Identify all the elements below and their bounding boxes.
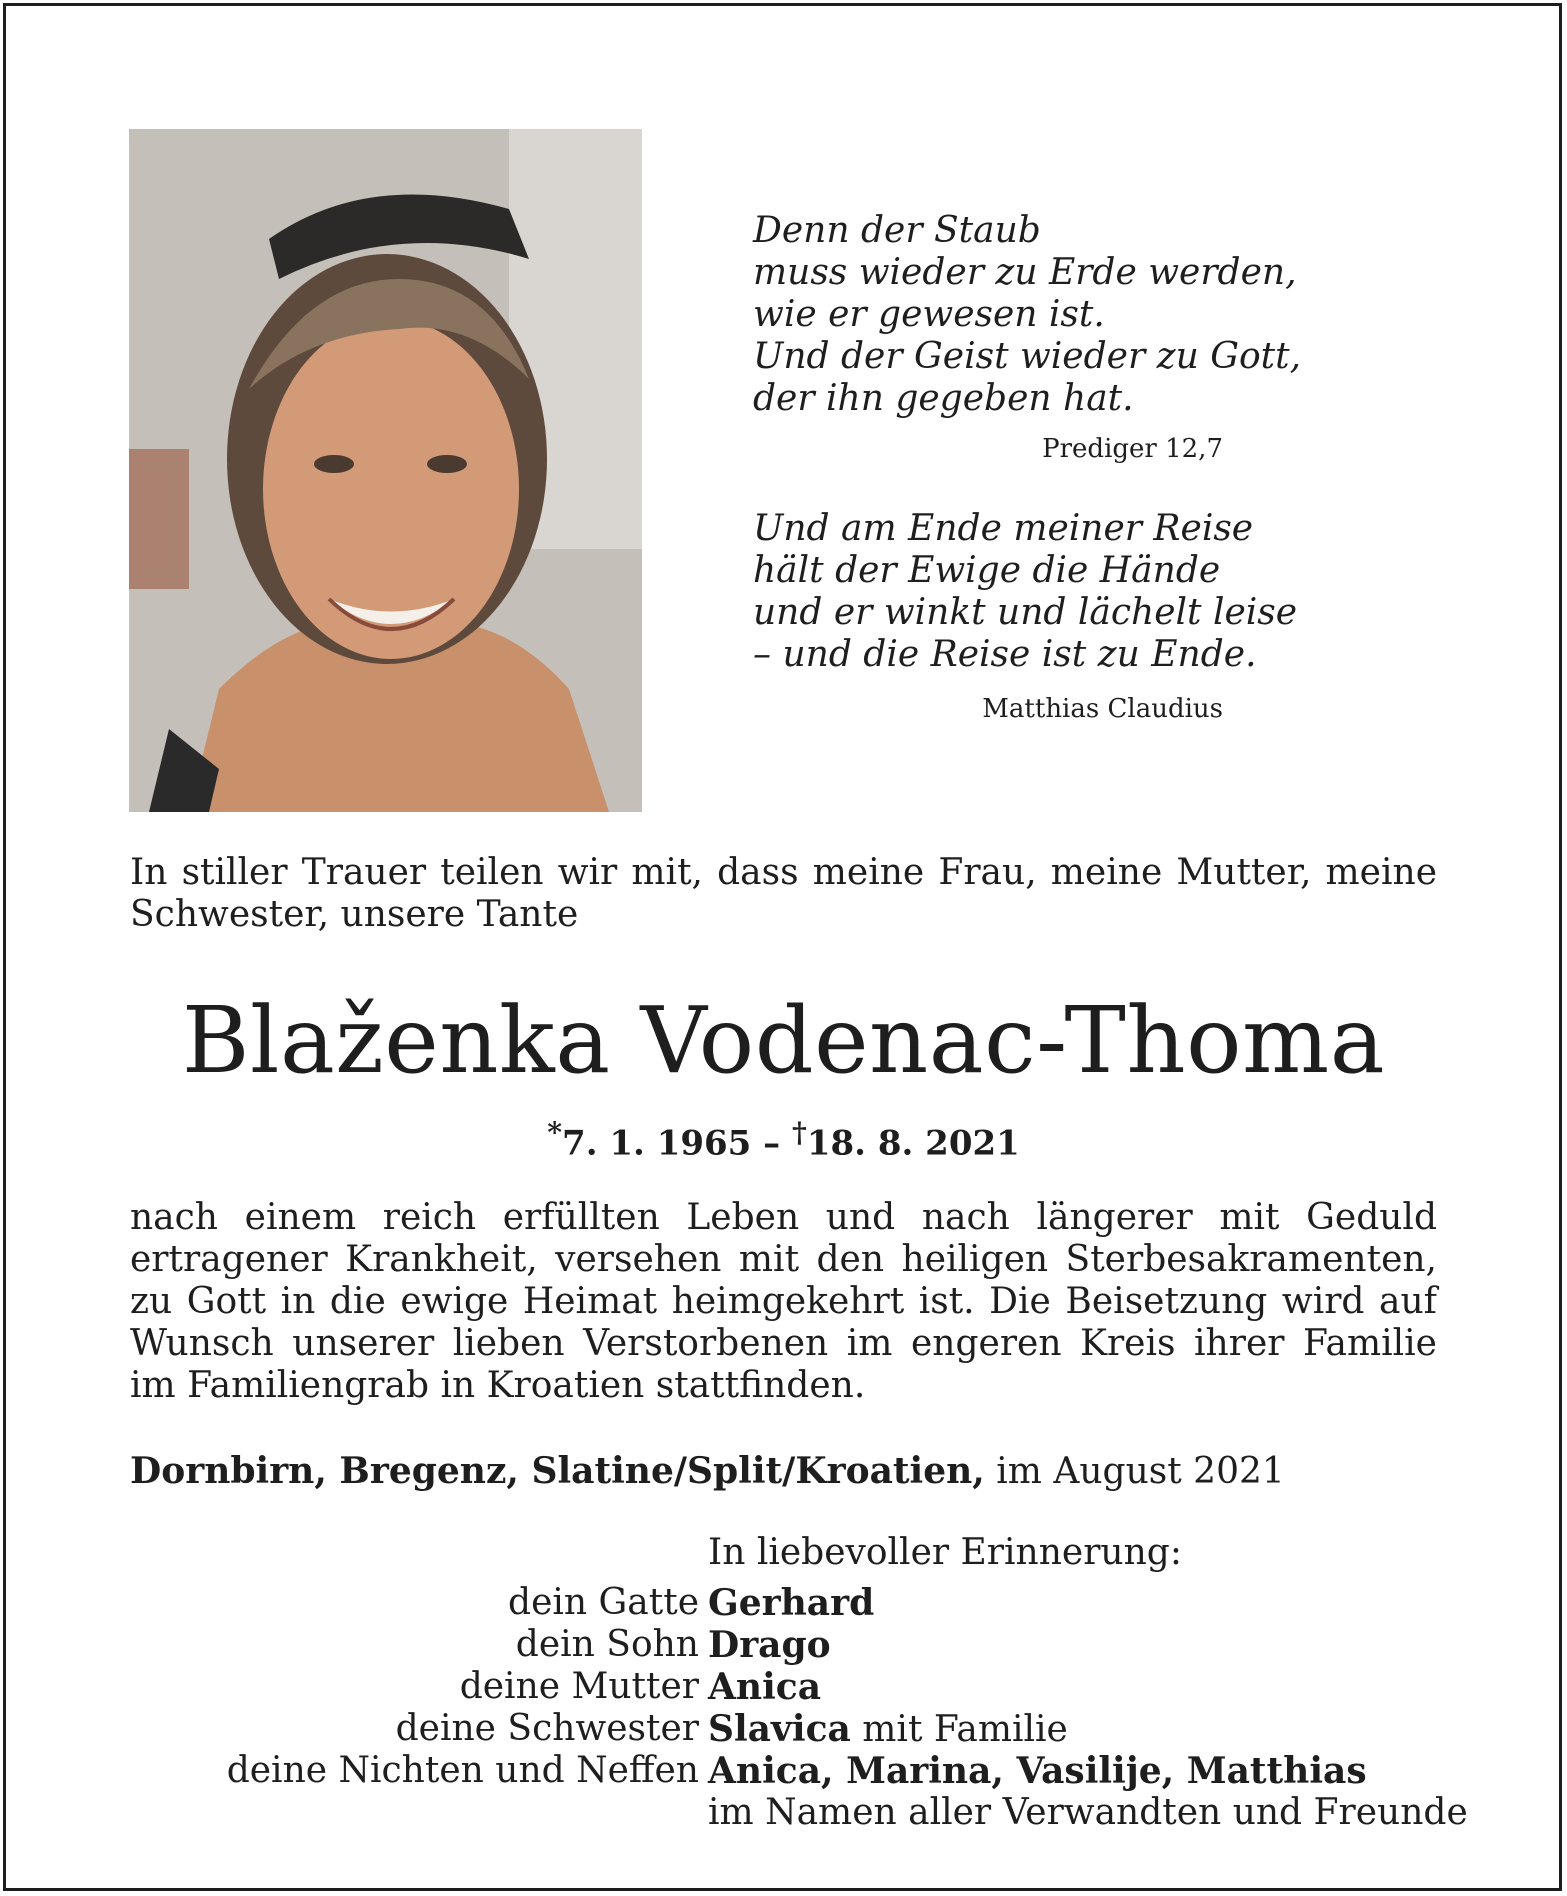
- mourner-names: Anica, Marina, Vasilije, Matthias: [708, 1750, 1367, 1792]
- quote-line: wie er gewesen ist.: [753, 294, 1105, 335]
- mourner-relation: deine Schwester: [395, 1708, 699, 1749]
- announcement-date: im August 2021: [996, 1451, 1285, 1492]
- death-date: 18. 8. 2021: [806, 1123, 1020, 1164]
- portrait-illustration: [129, 129, 642, 812]
- mourners-heading: In liebevoller Erinnerung:: [708, 1532, 1182, 1573]
- mourner-names: Anica: [708, 1666, 822, 1708]
- mourner-names: Drago: [708, 1624, 831, 1666]
- mourner-closing-row: [0, 1792, 1567, 1834]
- intro-text: In stiller Trauer teilen wir mit, dass meine Frau, meine Mutter, meine Schwester, unsere Tante: [130, 852, 1437, 935]
- poem-quote-source: Matthias Claudius: [982, 694, 1223, 724]
- mourners-list: [0, 1582, 1567, 1834]
- quote-line: muss wieder zu Erde werden,: [753, 252, 1297, 293]
- quote-line: der ihn gegeben hat.: [753, 378, 1134, 419]
- died-mark: †: [792, 1115, 807, 1149]
- mourner-row: [0, 1708, 1567, 1750]
- place-date-line: [130, 1450, 1285, 1492]
- mourner-row: [0, 1624, 1567, 1666]
- quote-line: Denn der Staub: [753, 210, 1041, 251]
- mourner-row: [0, 1666, 1567, 1708]
- quote-line: Und am Ende meiner Reise: [753, 508, 1254, 549]
- quote-line: hält der Ewige die Hände: [753, 550, 1221, 591]
- deceased-name: Blaženka Vodenac-Thoma: [181, 987, 1386, 1094]
- mourner-relation: dein Sohn: [515, 1624, 699, 1665]
- mourners-closing: im Namen aller Verwandten und Freunde: [708, 1792, 1468, 1833]
- poem-quote: [753, 508, 1297, 676]
- locations: Dornbirn, Bregenz, Slatine/Split/Kroatien,: [130, 1450, 985, 1492]
- date-separator: –: [763, 1123, 781, 1164]
- bible-quote: [753, 210, 1301, 420]
- mourner-relation: dein Gatte: [508, 1582, 699, 1623]
- born-mark: *: [547, 1115, 563, 1149]
- mourner-relation: deine Nichten und Neffen: [226, 1750, 699, 1791]
- mourner-row: [0, 1582, 1567, 1624]
- life-dates: [0, 1115, 1567, 1163]
- mourner-relation: deine Mutter: [459, 1666, 699, 1707]
- birth-date: 7. 1. 1965: [562, 1123, 752, 1164]
- mourner-names: Slavica: [708, 1708, 851, 1750]
- mourner-suffix: mit Familie: [862, 1709, 1068, 1750]
- bible-quote-source: Prediger 12,7: [1042, 434, 1223, 464]
- quote-line: und er winkt und lächelt leise: [753, 592, 1298, 633]
- mourner-names: Gerhard: [708, 1582, 875, 1624]
- quote-line: Und der Geist wieder zu Gott,: [753, 336, 1302, 377]
- mourner-row: [0, 1750, 1567, 1792]
- quote-line: – und die Reise ist zu Ende.: [753, 634, 1257, 675]
- portrait-photo: [129, 129, 642, 812]
- body-text: nach einem reich erfüllten Leben und nach längerer mit Geduld ertragener Krankheit, versehen mit den heiligen Sterbesakramenten, zu Gott in die ewige Heimat heimgekehrt ist. Die Beisetzung wird auf Wunsch unserer lieben Verstorbenen im engeren Kreis ihrer Familie im Familiengrab in Kroatien stattfinden.: [130, 1197, 1437, 1406]
